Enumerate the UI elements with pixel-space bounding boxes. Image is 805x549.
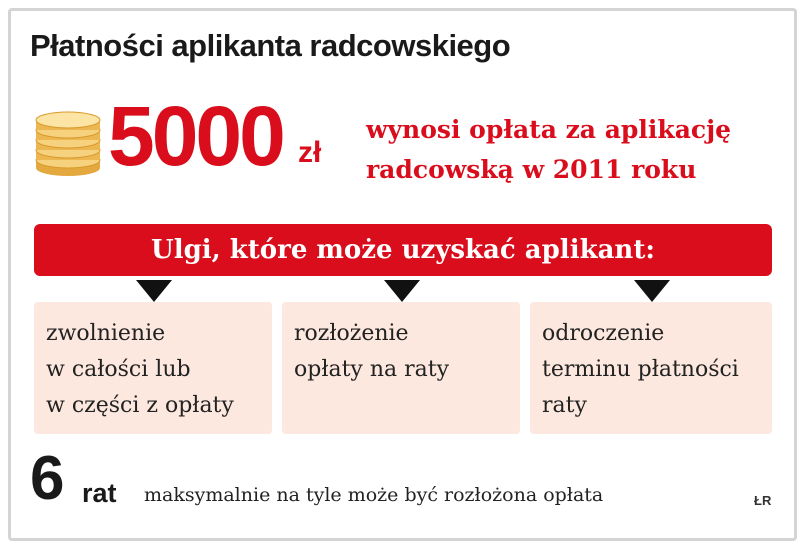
arrow-down-icon (136, 280, 172, 302)
relief-box-deferral (530, 302, 772, 434)
arrow-down-icon (384, 280, 420, 302)
coin-stack (36, 112, 100, 176)
relief-box-exemption (34, 302, 272, 434)
arrow-down-icon (634, 280, 670, 302)
fee-description-line: radcowską w 2011 roku (366, 155, 697, 184)
fee-description (366, 110, 731, 190)
installments-unit: rat (82, 478, 117, 508)
reliefs-banner (34, 224, 772, 276)
relief-line: zwolnienie (46, 321, 166, 346)
relief-line: raty (542, 393, 587, 418)
relief-line: rozłożenie (294, 321, 409, 346)
reliefs-banner-text: Ulgi, które może uzyskać aplikant: (151, 235, 655, 265)
author-credit: ŁR (754, 493, 772, 508)
relief-box-installments (282, 302, 520, 434)
coin-stack-icon (30, 108, 106, 178)
installments-note: maksymalnie na tyle może być rozłożona opłata (144, 484, 604, 506)
relief-line: opłaty na raty (294, 357, 450, 382)
fee-description-line: wynosi opłata za aplikację (366, 115, 732, 144)
relief-line: w części z opłaty (46, 393, 234, 418)
relief-line: odroczenie (542, 321, 665, 346)
installments-count: 6 (30, 444, 65, 513)
relief-line: terminu płatności (542, 357, 739, 382)
infographic-title: Płatności aplikanta radcowskiego (30, 28, 511, 63)
fee-amount: 5000 (108, 89, 283, 183)
relief-line: w całości lub (46, 357, 191, 382)
fee-currency: zł (298, 136, 322, 169)
